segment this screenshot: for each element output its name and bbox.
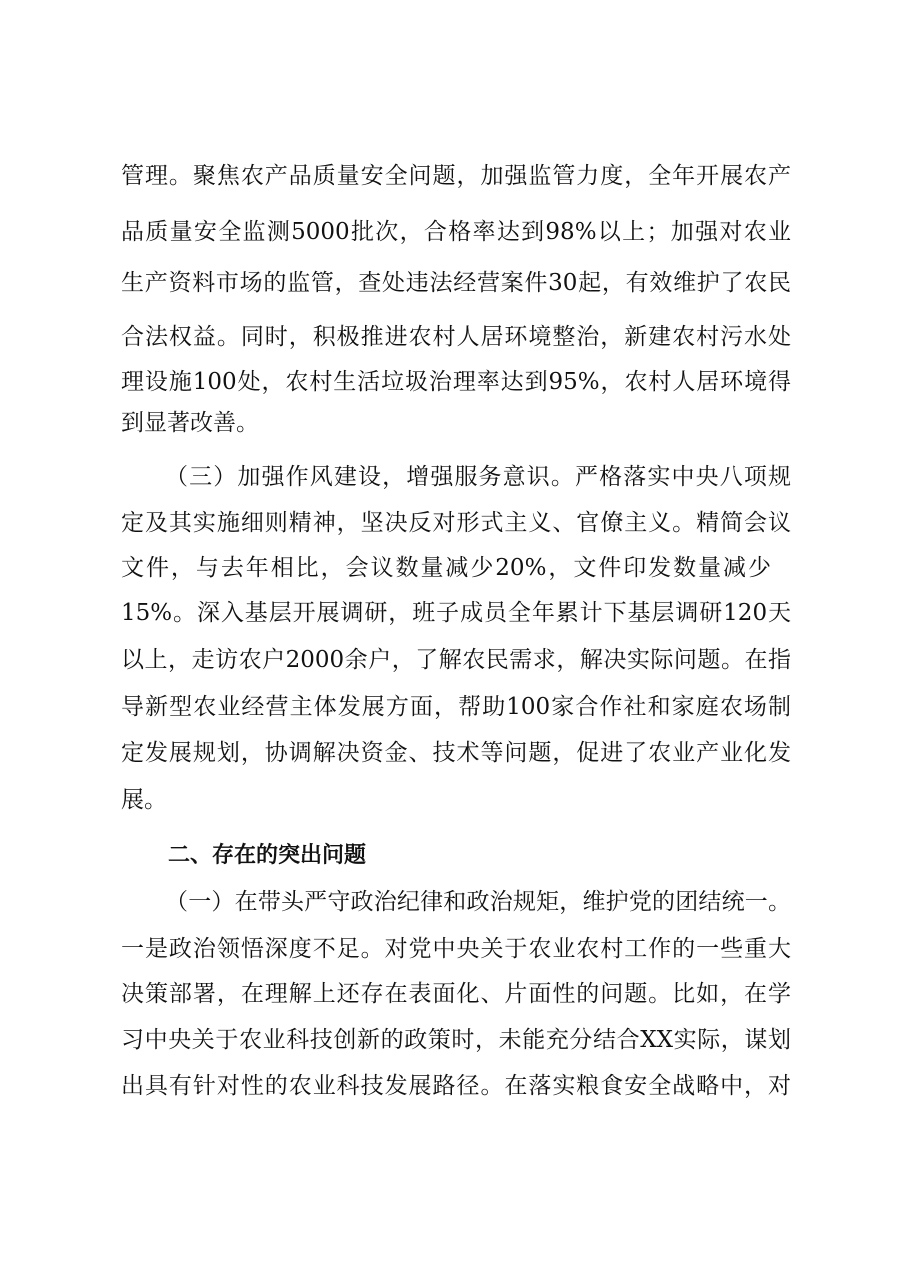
paragraph-line: 生产资料市场的监管，查处违法经营案件30起，有效维护了农民 — [121, 270, 791, 296]
paragraph-line: 出具有针对性的农业科技发展路径。在落实粮食安全战略中，对 — [121, 1073, 791, 1099]
paragraph-line: 15%。深入基层开展调研，班子成员全年累计下基层调研120天 — [121, 600, 791, 626]
section-heading: 二、存在的突出问题 — [168, 843, 367, 868]
paragraph-line: 管理。聚焦农产品质量安全问题，加强监管力度，全年开展农产 — [121, 163, 791, 189]
paragraph-line: 决策部署，在理解上还存在表面化、片面性的问题。比如，在学 — [121, 981, 791, 1007]
paragraph-line: 品质量安全监测5000批次，合格率达到98%以上；加强对农业 — [121, 219, 791, 245]
paragraph-line: 以上，走访农户2000余户，了解农民需求，解决实际问题。在指 — [121, 647, 791, 673]
paragraph-line: 展。 — [121, 787, 167, 813]
paragraph-line: 一是政治领悟深度不足。对党中央关于农业农村工作的一些重大 — [121, 936, 791, 962]
paragraph-line: 合法权益。同时，积极推进农村人居环境整治，新建农村污水处 — [121, 324, 791, 350]
paragraph-line: 理设施100处，农村生活垃圾治理率达到95%，农村人居环境得 — [121, 369, 791, 395]
paragraph-line: 定发展规划，协调解决资金、技术等问题，促进了农业产业化发 — [121, 740, 791, 766]
paragraph-line: 习中央关于农业科技创新的政策时，未能充分结合XX实际，谋划 — [121, 1027, 791, 1053]
paragraph-line: 定及其实施细则精神，坚决反对形式主义、官僚主义。精简会议 — [121, 510, 791, 536]
paragraph-line: 文件，与去年相比，会议数量减少20%，文件印发数量减少 — [121, 555, 771, 581]
paragraph-line: （一）在带头严守政治纪律和政治规矩，维护党的团结统一。 — [165, 889, 791, 915]
paragraph-line: 导新型农业经营主体发展方面，帮助100家合作社和家庭农场制 — [121, 694, 791, 720]
paragraph-line: 到显著改善。 — [121, 410, 259, 436]
paragraph-line: （三）加强作风建设，增强服务意识。严格落实中央八项规 — [165, 464, 791, 490]
